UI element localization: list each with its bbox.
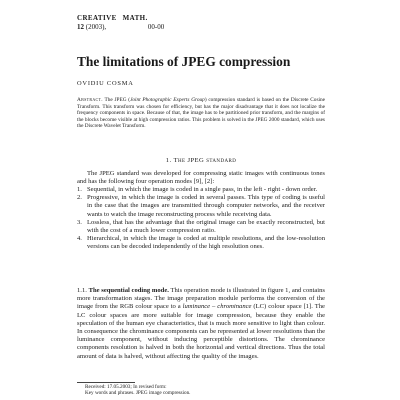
subsection-number: 1.1. bbox=[77, 287, 87, 294]
list-item-number: 2. bbox=[77, 194, 82, 202]
section-intro-paragraph: The JPEG standard was developed for compressing static images with continuous tones and has the following four operation modes [9], [2]: bbox=[77, 170, 325, 186]
list-item bbox=[77, 235, 325, 251]
list-item-text: Progressive, in which the image is coded in several passes. This type of coding is useful in the case that the images are transmitted through computer networks, and the receiver wants to watch the image reconstructing process while receiving data. bbox=[87, 194, 325, 218]
footnote-received: Received: 17.05.2003; In revised form: bbox=[85, 384, 167, 390]
footnotes bbox=[77, 384, 325, 397]
journal-name bbox=[77, 14, 164, 23]
list-item-number: 1. bbox=[77, 186, 82, 193]
paper-author: OVIDIU COSMA bbox=[77, 80, 134, 87]
footnote-keywords: Key words and phrases. JPEG image compression. bbox=[85, 390, 191, 397]
footnote-rule bbox=[77, 382, 135, 383]
list-item bbox=[77, 194, 325, 219]
abstract-text-start: The JPEG ( bbox=[102, 97, 131, 103]
list-item-text: Lossless, that has the advantage that the original image can be exactly reconstructed, but with the cost of a much lower compression ratio. bbox=[87, 218, 325, 235]
list-item bbox=[77, 219, 325, 235]
journal-volume: 12 bbox=[77, 22, 84, 31]
paper-title: The limitations of JPEG compression bbox=[77, 54, 291, 69]
section-title: The JPEG standard bbox=[173, 157, 237, 164]
abstract-emphasis: Joint Photographic Experts Group bbox=[130, 97, 205, 103]
subsection-text-end: (LC) colour space [1]. The LC colour spaces are more suitable for image compression, because they enable the speculation of the human eye characteristics, that is much more sensitive to light than colour. In consequence the chrominance components can be represented at lower resolutions than the luminance component, without inducing perceptible distortions. The chrominance components resolution is halved in both the horizontal and vertical directions. Thus the total amount of data is halved, without affecting the quality of the images. bbox=[77, 303, 325, 360]
journal-name-part2: MATH. bbox=[122, 14, 148, 22]
list-item-number: 3. bbox=[77, 218, 82, 226]
abstract bbox=[77, 97, 325, 130]
subsection-emphasis: luminance – chrominance bbox=[182, 303, 252, 311]
section-heading bbox=[77, 157, 325, 164]
operation-modes-list bbox=[77, 186, 325, 252]
journal-pages: 00-00 bbox=[147, 22, 165, 31]
list-item-text: Sequential, in which the image is coded in a single pass, in the left - right - down order. bbox=[87, 186, 318, 193]
journal-header bbox=[77, 14, 164, 31]
subsection-text-start: This operation mode is illustrated in figure 1, and contains more transformation stages. The image preparation module performs the conversion of the image from the RGB colour space to a bbox=[77, 287, 325, 311]
journal-year: (2003), bbox=[85, 22, 107, 31]
subsection-paragraph bbox=[77, 287, 325, 361]
abstract-text-end: ) compression standard is based on the Discrete Cosine Transform. This transform was chosen for efficiency, but has the major disadvantage that it does not localize the frequency components in space. Because of that, the image has to be partitioned prior transform, and the margins of the blocks become visible at high compression ratios. This problem is solved in the JPEG 2000 standard, which uses the Discrete Wavelet Transform. bbox=[77, 97, 325, 129]
subsection-heading: The sequential coding mode. bbox=[88, 287, 169, 294]
journal-issue bbox=[77, 23, 164, 32]
journal-name-part1: CREATIVE bbox=[77, 14, 117, 22]
section-number: 1. bbox=[165, 157, 172, 164]
abstract-label: Abstract. bbox=[77, 97, 103, 103]
list-item bbox=[77, 186, 325, 194]
list-item-number: 4. bbox=[77, 235, 82, 243]
list-item-text: Hierarchical, in which the image is coded at multiple resolutions, and the low-resolution versions can be decoded independently of the high resolution ones. bbox=[87, 235, 325, 251]
